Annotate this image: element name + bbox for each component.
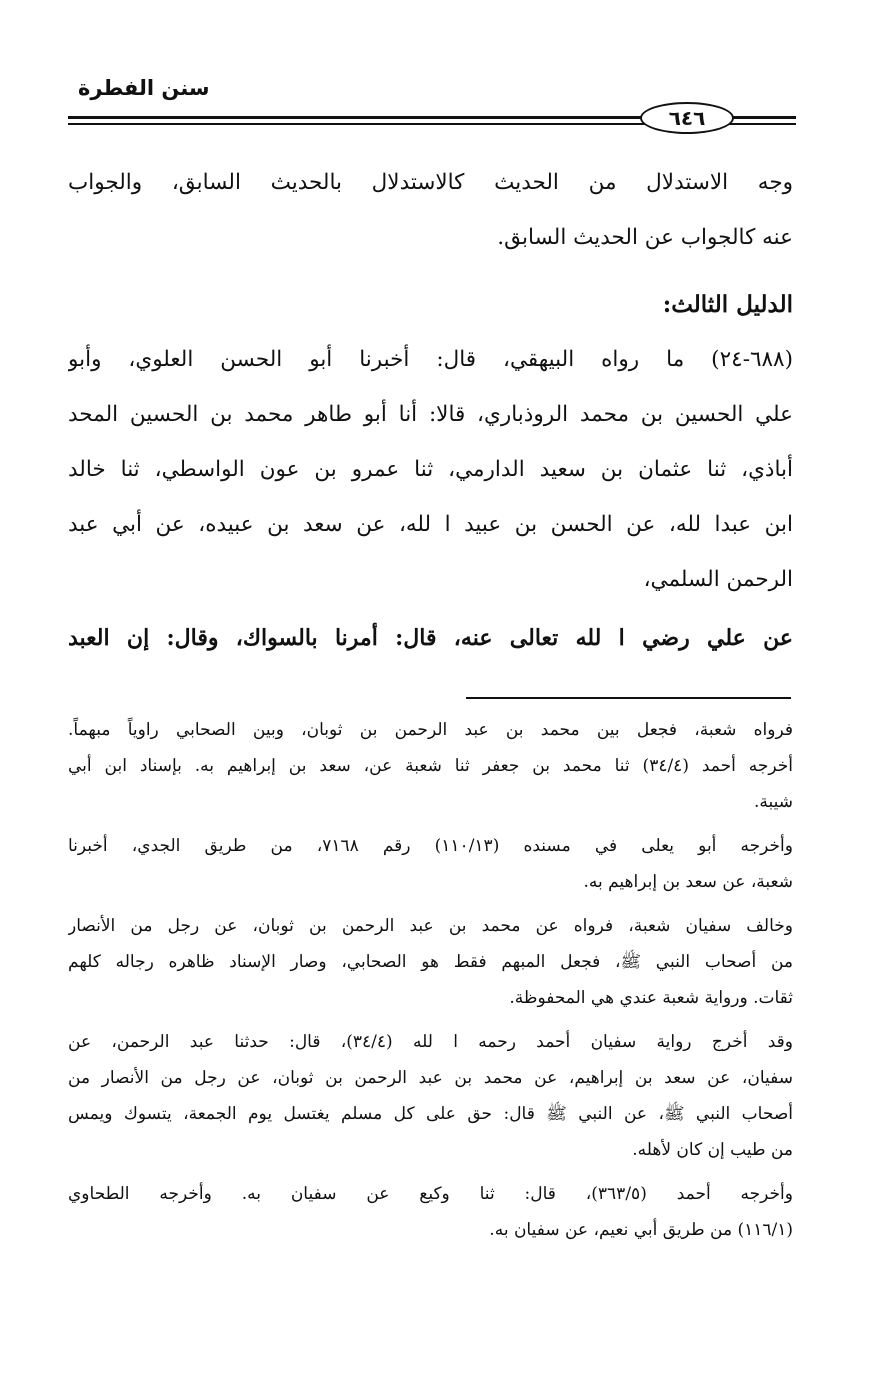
footnote-paragraph xyxy=(68,908,793,1016)
footnote-line: أصحاب النبي ﷺ، عن النبي ﷺ قال: حق على كل مسلم يغتسل يوم الجمعة، يتسوك ويمس xyxy=(68,1104,793,1124)
book-title: سنن الفطرة xyxy=(78,76,210,100)
footnote-line: شيبة. xyxy=(753,792,793,812)
footnote-line: وخالف سفيان شعبة، فرواه عن محمد بن عبد الرحمن بن ثوبان، عن رجل من الأنصار xyxy=(68,916,793,936)
footnote-separator xyxy=(466,697,791,699)
text-line: الرحمن السلمي، xyxy=(643,567,793,592)
page-header xyxy=(68,70,796,132)
footnote-line: شعبة، عن سعد بن إبراهيم به. xyxy=(583,872,793,892)
footnote-line: ثقات. ورواية شعبة عندي هي المحفوظة. xyxy=(509,988,793,1008)
footnote-line: سفيان، عن سعد بن إبراهيم، عن محمد بن عبد الرحمن بن ثوبان، عن رجل من الأنصار من xyxy=(68,1068,793,1088)
footnote-line: وقد أخرج رواية سفيان أحمد رحمه ا لله (٣٤/٤)، قال: حدثنا عبد الرحمن، عن xyxy=(68,1032,793,1052)
footnote-line: أخرجه أحمد (٣٤/٤) ثنا محمد بن جعفر ثنا شعبة عن، سعد بن إبراهيم به. بإسناد ابن أبي xyxy=(68,756,793,776)
footnote-line: وأخرجه أبو يعلى في مسنده (١١٠/١٣) رقم ٧١٦٨، من طريق الجدي، أخبرنا xyxy=(68,836,793,856)
text-line: أباذي، ثنا عثمان بن سعيد الدارمي، ثنا عمرو بن عون الواسطي، ثنا خالد xyxy=(68,457,793,482)
footnote-paragraph xyxy=(68,828,793,900)
page-number: ٦٤٦ xyxy=(640,102,734,134)
footnote-line: من أصحاب النبي ﷺ، فجعل المبهم فقط هو الصحابي، وصار الإسناد ظاهره رجاله كلهم xyxy=(68,952,793,972)
text-line: (٦٨٨-٢٤) ما رواه البيهقي، قال: أخبرنا أبو الحسن العلوي، وأبو xyxy=(68,347,793,372)
paragraph-intro xyxy=(68,155,793,265)
footnotes xyxy=(68,712,793,1248)
section-heading: الدليل الثالث: xyxy=(662,291,793,318)
text-line: عنه كالجواب عن الحديث السابق. xyxy=(497,225,793,250)
footnote-line: (١١٦/١) من طريق أبي نعيم، عن سفيان به. xyxy=(489,1220,793,1240)
text-line: ابن عبدا لله، عن الحسن بن عبيد ا لله، عن سعد بن عبيده، عن أبي عبد xyxy=(68,512,793,537)
footnote-line: فرواه شعبة، فجعل بين محمد بن عبد الرحمن بن ثوبان، وبين الصحابي راوياً مبهماً. xyxy=(68,720,793,740)
main-text xyxy=(68,155,793,669)
footnote-paragraph xyxy=(68,1024,793,1168)
hadith-text: عن علي رضي ا لله تعالى عنه، قال: أمرنا بالسواك، وقال: إن العبد xyxy=(68,625,793,651)
footnote-line: من طيب إن كان لأهله. xyxy=(632,1140,793,1160)
text-line: وجه الاستدلال من الحديث كالاستدلال بالحديث السابق، والجواب xyxy=(68,170,793,195)
paragraph-isnad xyxy=(68,332,793,607)
text-line: علي الحسين بن محمد الروذباري، قالا: أنا أبو طاهر محمد بن الحسين المحد xyxy=(68,402,793,427)
footnote-line: وأخرجه أحمد (٣٦٣/٥)، قال: ثنا وكيع عن سفيان به. وأخرجه الطحاوي xyxy=(68,1184,793,1204)
footnote-paragraph xyxy=(68,712,793,820)
footnote-paragraph xyxy=(68,1176,793,1248)
